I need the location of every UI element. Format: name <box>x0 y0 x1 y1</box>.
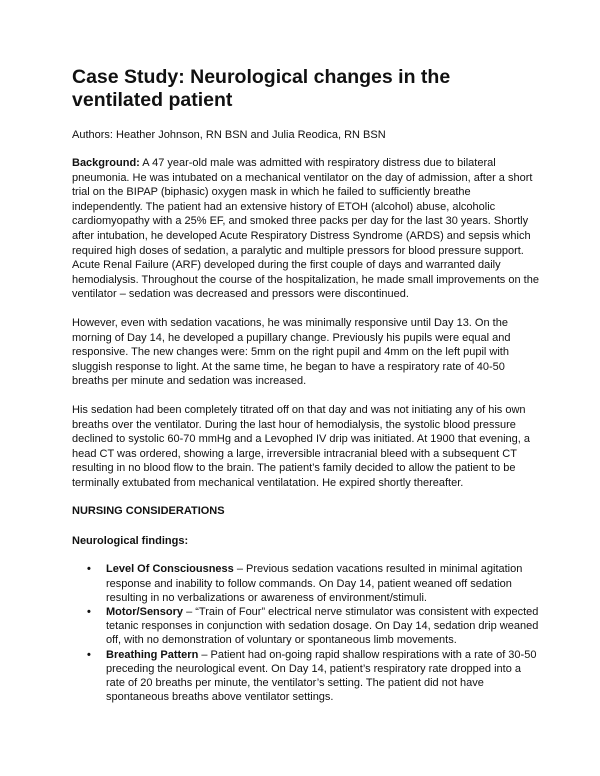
list-item-label: Breathing Pattern <box>106 648 199 661</box>
list-item-text: – Previous sedation vacations resulted in minimal agitation response and inability to follow commands. On Day 14, patient weaned off sedation resulting in no verbalizations or awareness of environment/stimuli. <box>106 563 523 604</box>
findings-list <box>72 562 542 704</box>
list-item-text: – Patient had on-going rapid shallow respirations with a rate of 30-50 preceding the neurological event. On Day 14, patient’s respiratory rate dropped into a rate of 20 breaths per minute, the ventilator’s setting. The patient did not have spontaneous breaths above ventilator settings. <box>106 648 537 704</box>
list-item-motor-sensory <box>72 605 542 648</box>
list-item-level-of-consciousness <box>72 562 542 605</box>
list-item-label: Level Of Consciousness <box>106 563 234 576</box>
authors-line: Authors: Heather Johnson, RN BSN and Julia Reodica, RN BSN <box>72 129 386 141</box>
bullet-marker: • <box>87 563 91 576</box>
bullet-marker: • <box>87 648 91 661</box>
paragraph-day-14: However, even with sedation vacations, he was minimally responsive until Day 13. On the morning of Day 14, he developed a pupillary change. Previously his pupils were equal and responsive. The new changes were: 5mm on the right pupil and 4mm on the left pupil with sluggish response to light. At the same time, he began to have a respiratory rate of 40-50 breaths per minute and sedation was increased. <box>72 316 511 388</box>
bullet-marker: • <box>87 606 91 619</box>
nursing-considerations-heading: NURSING CONSIDERATIONS <box>72 505 225 518</box>
background-label: Background: <box>72 157 140 169</box>
document-title: Case Study: Neurological changes in the ventilated patient <box>72 66 451 111</box>
list-item-label: Motor/Sensory <box>106 606 184 619</box>
list-item-text: – “Train of Four” electrical nerve stimulator was consistent with expected tetanic responses in conjunction with sedation dosage. On Day 14, sedation drip weaned off, with no demonstration of voluntary or spontaneous limb movements. <box>106 606 539 647</box>
background-paragraph <box>72 156 542 302</box>
paragraph-sedation: His sedation had been completely titrated off on that day and was not initiating any of his own breaths over the ventilator. During the last hour of hemodialysis, the systolic blood pressure declined to systolic 60-70 mmHg and a Levophed IV drip was initiated. At 1900 that evening, a head CT was ordered, showing a large, irreversible intracranial bleed with a subsequent CT resulting in no blood flow to the brain. The patient’s family decided to allow the patient to be terminally extubated from mechanical ventilatation. He expired shortly thereafter. <box>72 403 531 489</box>
document-page <box>72 66 542 705</box>
neurological-findings-heading: Neurological findings: <box>72 535 189 548</box>
background-text: A 47 year-old male was admitted with respiratory distress due to bilateral pneumonia. He was intubated on a mechanical ventilator on the day of admission, after a short trial on the BIPAP (biphasic) oxygen mask in which he failed to sufficiently breathe independently. The patient had an extensive history of ETOH (alcohol) abuse, alcoholic cardiomyopathy with a 25% EF, and smoked three packs per day for the last 30 years. Shortly after intubation, he developed Acute Respiratory Distress Syndrome (ARDS) and sepsis which required high doses of sedation, a paralytic and multiple pressors for blood pressure support. Acute Renal Failure (ARF) developed during the first couple of days and warranted daily hemodialysis. Throughout the course of the hospitalization, he made small improvements on the ventilator – sedation was decreased and pressors were discontinued. <box>72 157 539 301</box>
list-item-breathing-pattern <box>72 648 542 705</box>
